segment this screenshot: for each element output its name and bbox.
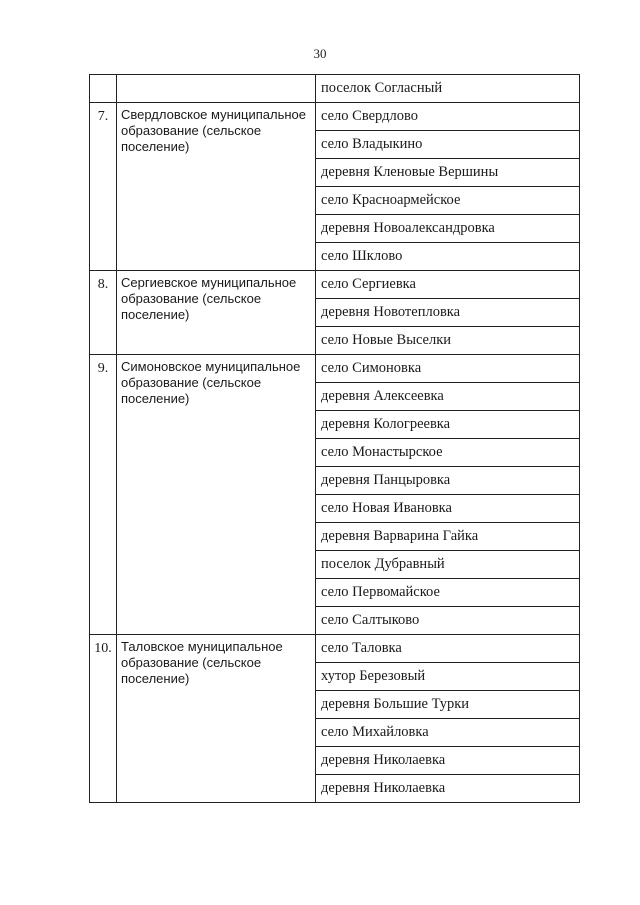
settlement-name-cell: село Монастырское: [316, 439, 580, 467]
settlement-name-cell: деревня Новотепловка: [316, 299, 580, 327]
municipality-name-cell: Симоновское муниципальное образование (сельское поселение): [117, 355, 316, 635]
settlement-name-cell: село Сергиевка: [316, 271, 580, 299]
settlement-name-cell: село Шклово: [316, 243, 580, 271]
settlements-table: [89, 74, 580, 803]
settlement-name-cell: село Красноармейское: [316, 187, 580, 215]
row-number-cell: 7.: [90, 103, 117, 271]
settlement-name-cell: деревня Алексеевка: [316, 383, 580, 411]
table-row: [90, 355, 580, 383]
settlement-name-cell: село Первомайское: [316, 579, 580, 607]
row-number-cell: 9.: [90, 355, 117, 635]
settlement-name-cell: село Симоновка: [316, 355, 580, 383]
municipality-name-cell: Сергиевское муниципальное образование (сельское поселение): [117, 271, 316, 355]
settlement-name-cell: село Владыкино: [316, 131, 580, 159]
table-row: [90, 635, 580, 663]
settlement-name-cell: село Салтыково: [316, 607, 580, 635]
page-number: 30: [313, 46, 327, 61]
table-row: [90, 271, 580, 299]
table-row: [90, 75, 580, 103]
settlement-name-cell: село Таловка: [316, 635, 580, 663]
municipality-name-cell: Свердловское муниципальное образование (сельское поселение): [117, 103, 316, 271]
settlement-name-cell: село Свердлово: [316, 103, 580, 131]
settlement-name-cell: хутор Березовый: [316, 663, 580, 691]
settlement-name-cell: поселок Дубравный: [316, 551, 580, 579]
settlement-name-cell: деревня Варварина Гайка: [316, 523, 580, 551]
settlement-name-cell: поселок Согласный: [316, 75, 580, 103]
settlement-name-cell: деревня Николаевка: [316, 747, 580, 775]
settlement-name-cell: село Новая Ивановка: [316, 495, 580, 523]
row-number-cell: 8.: [90, 271, 117, 355]
row-number-cell: 10.: [90, 635, 117, 803]
settlement-name-cell: деревня Большие Турки: [316, 691, 580, 719]
settlement-name-cell: деревня Кологреевка: [316, 411, 580, 439]
row-number-cell: [90, 75, 117, 103]
settlement-name-cell: село Михайловка: [316, 719, 580, 747]
table-row: [90, 103, 580, 131]
settlement-name-cell: деревня Николаевка: [316, 775, 580, 803]
settlement-name-cell: деревня Панцыровка: [316, 467, 580, 495]
settlement-name-cell: село Новые Выселки: [316, 327, 580, 355]
settlement-name-cell: деревня Кленовые Вершины: [316, 159, 580, 187]
settlement-name-cell: деревня Новоалександровка: [316, 215, 580, 243]
municipality-name-cell: [117, 75, 316, 103]
municipality-name-cell: Таловское муниципальное образование (сельское поселение): [117, 635, 316, 803]
settlements-table-body: [90, 75, 580, 803]
